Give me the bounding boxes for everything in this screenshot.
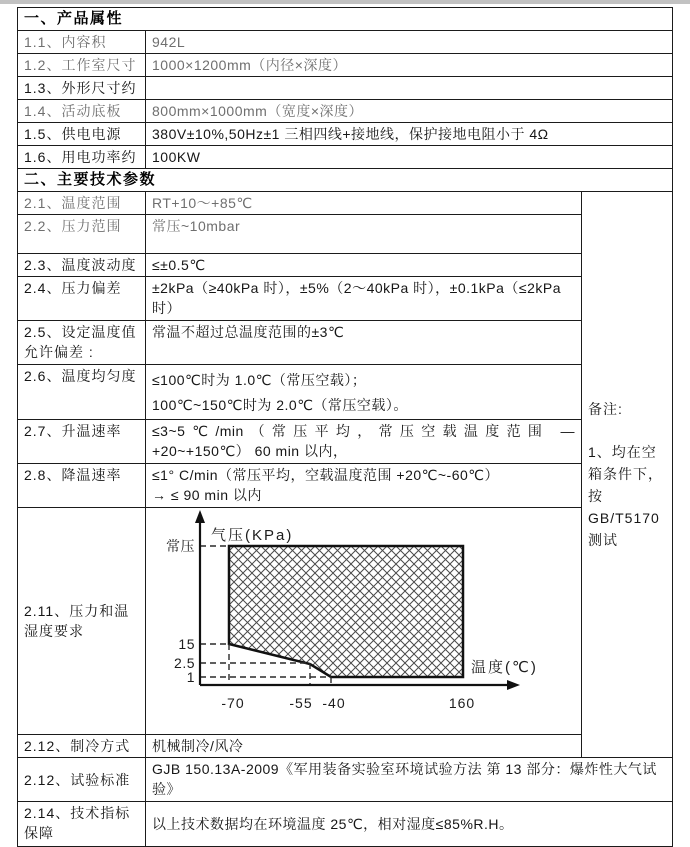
chart-cell <box>146 508 582 735</box>
row-label: 2.8、降温速率 <box>18 464 146 508</box>
table-row <box>18 464 673 508</box>
svg-text:160: 160 <box>448 695 476 711</box>
row-label: 1.6、用电功率约 <box>18 146 146 169</box>
chart-row <box>18 508 673 735</box>
value-line: → ≤ 90 min 以内 <box>152 487 262 503</box>
section1-title: 一、产品属性 <box>18 8 673 31</box>
row-value: 100KW <box>146 146 673 169</box>
row-value: 常温不超过总温度范围的±3℃ <box>146 321 582 365</box>
value-line: +20~+150℃） 60 min 以内， <box>152 443 348 459</box>
row-value: 942L <box>146 31 673 54</box>
svg-text:1: 1 <box>186 669 195 685</box>
section2-header-row <box>18 169 673 192</box>
row-label: 2.2、压力范围 <box>18 215 146 254</box>
svg-text:-40: -40 <box>322 695 346 711</box>
remark-cell <box>582 192 673 758</box>
row-label: 2.1、温度范围 <box>18 192 146 215</box>
row-value <box>146 464 582 508</box>
row-value: 380V±10%,50Hz±1 三相四线+接地线，保护接地电阻小于 4Ω <box>146 123 673 146</box>
page-top-edge <box>0 0 690 4</box>
row-label: 2.12、试验标准 <box>18 758 146 802</box>
row-label: 1.5、供电电源 <box>18 123 146 146</box>
row-label: 2.3、温度波动度 <box>18 254 146 277</box>
chart-xlabel: 温度(℃) <box>471 659 538 676</box>
table-row <box>18 77 673 100</box>
remark-line: 1、均在空箱条件下，按 <box>588 443 663 504</box>
section2-title: 二、主要技术参数 <box>18 169 673 192</box>
table-row <box>18 254 673 277</box>
y-axis-arrow <box>195 510 205 523</box>
value-line: ≤3~5℃/min（常压平均，常压空载温度范围 — <box>152 423 575 439</box>
value-line: ≤1° C/min（常压平均，空载温度范围 +20℃~-60℃） <box>152 467 500 483</box>
row-label: 2.7、升温速率 <box>18 420 146 464</box>
row-label: 1.3、外形尺寸约 <box>18 77 146 100</box>
remark-title: 备注: <box>588 400 623 417</box>
table-row <box>18 365 673 420</box>
x-tick-labels <box>221 695 475 711</box>
row-value: GJB 150.13A-2009《军用装备实验室环境试验方法 第 13 部分：爆炸性大气试验》 <box>146 758 673 802</box>
table-row <box>18 100 673 123</box>
specification-table <box>17 7 673 847</box>
row-label: 2.11、压力和温湿度要求 <box>18 508 146 735</box>
svg-text:-70: -70 <box>221 695 245 711</box>
svg-text:2.5: 2.5 <box>174 655 195 671</box>
row-value: 以上技术数据均在环境温度 25℃，相对湿度≤85%R.H。 <box>146 802 673 847</box>
row-value <box>146 77 673 100</box>
row-value <box>146 420 582 464</box>
row-label: 1.4、活动底板 <box>18 100 146 123</box>
row-label: 2.4、压力偏差 <box>18 277 146 321</box>
row-value: ±2kPa（≥40kPa 时），±5%（2～40kPa 时），±0.1kPa（≤2kPa 时） <box>146 277 582 321</box>
table-row <box>18 123 673 146</box>
section1-header-row <box>18 8 673 31</box>
table-row <box>18 146 673 169</box>
svg-text:15: 15 <box>178 636 195 652</box>
pressure-temperature-chart <box>153 510 578 720</box>
row-label: 1.2、工作室尺寸 <box>18 54 146 77</box>
table-row <box>18 192 673 215</box>
row-label: 2.5、设定温度值允许偏差 : <box>18 321 146 365</box>
row-value: 1000×1200mm（内径×深度） <box>146 54 673 77</box>
svg-text:常压: 常压 <box>166 538 195 554</box>
svg-text:-55: -55 <box>289 695 313 711</box>
row-value: ≤±0.5℃ <box>146 254 582 277</box>
row-label: 2.12、制冷方式 <box>18 735 146 758</box>
row-value: 机械制冷/风冷 <box>146 735 582 758</box>
x-axis-arrow <box>507 680 520 690</box>
table-row <box>18 802 673 847</box>
table-row <box>18 54 673 77</box>
remark-line: 测试 <box>588 531 618 548</box>
row-value: 800mm×1000mm（宽度×深度） <box>146 100 673 123</box>
value-line: ≤100℃时为 1.0℃（常压空载）； <box>152 372 367 388</box>
y-tick-labels <box>166 538 195 685</box>
row-label: 2.14、技术指标保障 <box>18 802 146 847</box>
table-row <box>18 321 673 365</box>
table-row <box>18 758 673 802</box>
row-label: 1.1、内容积 <box>18 31 146 54</box>
row-label: 2.6、温度均匀度 <box>18 365 146 420</box>
row-value: RT+10～+85℃ <box>146 192 582 215</box>
table-row <box>18 420 673 464</box>
table-row <box>18 31 673 54</box>
table-row <box>18 215 673 254</box>
value-line: 100℃~150℃时为 2.0℃（常压空载）。 <box>152 397 408 413</box>
row-value: 常压~10mbar <box>146 215 582 254</box>
row-value <box>146 365 582 420</box>
table-row <box>18 735 673 758</box>
chart-ylabel: 气压(KPa) <box>211 527 294 544</box>
allowed-region-area <box>229 546 463 677</box>
remark-line: GB/T5170 <box>588 509 660 526</box>
table-row <box>18 277 673 321</box>
